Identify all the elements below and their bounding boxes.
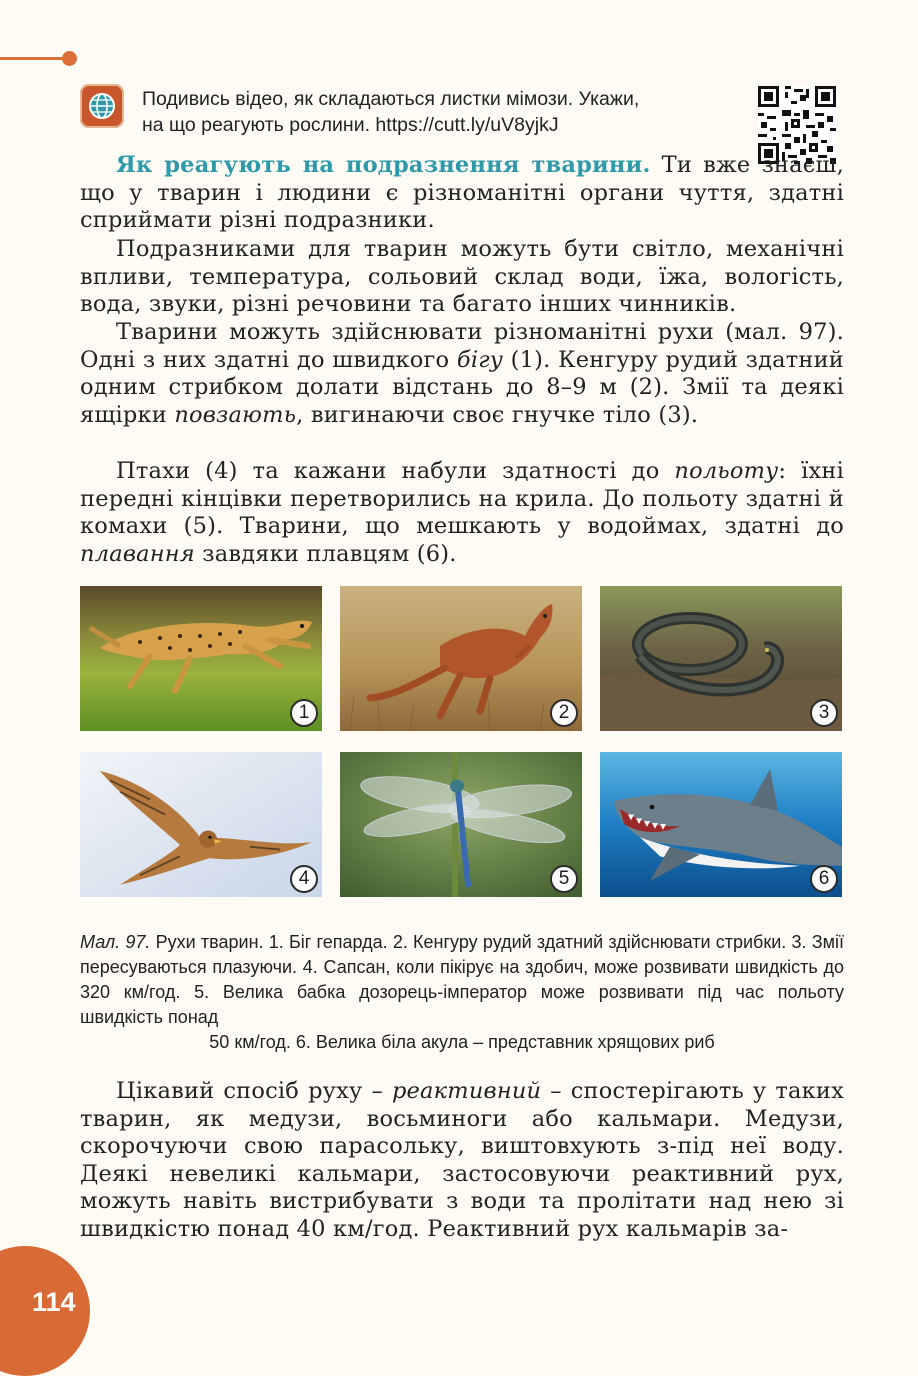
paragraph-4 (80, 458, 844, 568)
photo-number-badge: 1 (290, 699, 318, 727)
paragraph-3 (80, 319, 844, 429)
section-heading: Як реагують на подразнення тварини. (116, 152, 651, 178)
photo-number-badge: 6 (810, 865, 838, 893)
term-swimming: плавання (80, 540, 195, 567)
paragraph-5-text-a: Цікавий спосіб руху – (116, 1078, 392, 1104)
paragraph-4-text-a: Птахи (4) та кажани набули здатності до (116, 458, 675, 484)
photo-number-badge: 4 (290, 865, 318, 893)
photo-number-badge: 2 (550, 699, 578, 727)
paragraph-1 (80, 152, 844, 235)
photo-shark (600, 752, 842, 897)
term-crawling: повзають (174, 401, 297, 428)
photo-kangaroo (340, 586, 582, 731)
photo-falcon (80, 752, 322, 897)
paragraph-5 (80, 1078, 844, 1244)
figure-caption (80, 930, 844, 1055)
photo-dragonfly (340, 752, 582, 897)
photo-cheetah (80, 586, 322, 731)
paragraph-3-text-a: Тварини можуть здійснювати різноманітні рухи (мал. 97). Одні з них здатні до швидкого (80, 319, 844, 373)
paragraph-4-text-c: : їхні передні кінцівки перетворились на крила. До польоту здатні й комахи (5). Тварини, що мешкають у водоймах, здатні до (80, 458, 844, 540)
paragraph-4-text-e: завдяки плавцям (6). (194, 540, 457, 567)
decorative-dot (62, 51, 77, 66)
term-flight: польоту (674, 458, 779, 484)
photo-number-badge: 3 (810, 699, 838, 727)
paragraph-1-text: Ти вже знаєш, що у тварин і людини є різноманітні органи чуття, здатні сприймати різні подразники. (80, 152, 845, 234)
page-number: 114 (32, 1287, 76, 1317)
paragraph-3-text-e: , вигинаючи своє гнучке тіло (3). (296, 401, 699, 428)
figure-caption-last-line: 50 км/год. 6. Велика біла акула – представник хрящових риб (209, 1032, 715, 1052)
decorative-line (0, 57, 64, 60)
paragraph-5-text-c: – спостерігають у таких тварин, як медузи, восьминоги або кальмари. Медузи, скорочуючи свою парасольку, виштовхують з-під неї воду. Деякі невеликі кальмари, застосовуючи реактивний рух, можуть навіть вистрибувати з води та пролітати над нею зі швидкістю понад 40 км/год. Реактивний рух кальмарів за- (80, 1078, 844, 1242)
photo-number-badge: 5 (550, 865, 578, 893)
photo-snake (600, 586, 842, 731)
paragraph-3-text-c: (1). Кенгуру рудий здатний одним стрибком долати відстань до 8–9 м (2). Змії та деякі ящірки (80, 346, 845, 428)
figure-caption-text: Рухи тварин. 1. Біг гепарда. 2. Кенгуру рудий здатний здійснювати стрибки. 3. Змії пересуваються плазуючи. 4. Сапсан, коли пікірує на здобич, може розвивати швидкість до 320 км/год. 5. Велика бабка дозорець-імператор може розвивати під час польоту швидкість понад (80, 932, 844, 1027)
paragraph-2-text: Подразниками для тварин можуть бути світло, механічні впливи, температура, сольовий склад води, їжа, вологість, вода, звуки, різні речовини та багато інших чинників. (80, 236, 844, 318)
term-running: бігу (456, 346, 504, 373)
globe-icon[interactable] (80, 84, 124, 128)
paragraph-2 (80, 236, 844, 319)
video-hint (142, 86, 742, 138)
video-hint-line1: Подивись відео, як складаються листки мімози. Укажи, (142, 88, 640, 110)
term-jet-propulsion: реактивний (391, 1078, 542, 1104)
figure-label: Мал. 97. (80, 932, 151, 952)
video-hint-line2[interactable]: на що реагують рослини. https://cutt.ly/uV8yjkJ (142, 114, 559, 136)
